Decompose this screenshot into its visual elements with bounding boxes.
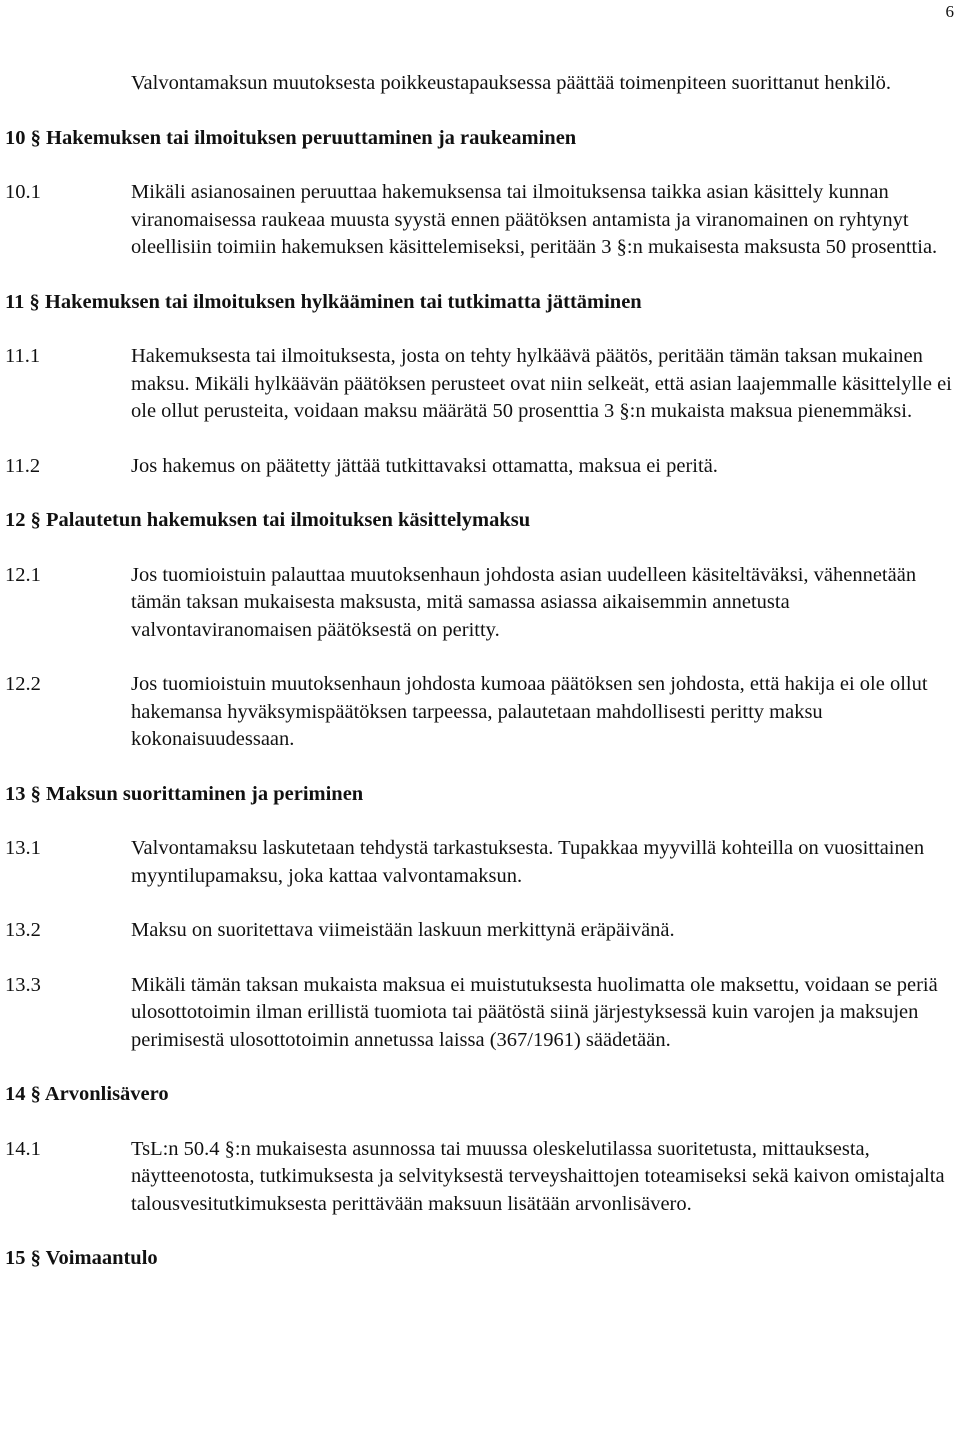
section-13 [5, 781, 955, 1055]
clause-item [5, 1136, 955, 1219]
clause-text: Jos tuomioistuin muutoksenhaun johdosta kumoaa päätöksen sen johdosta, että hakija ei ole ollut hakemansa hyväksymispäätöksen tarpeessa, palautetaan mahdollisesti peritty maksu kokonaisuudessaan. [131, 673, 928, 750]
clause-item [5, 179, 955, 262]
clause-item [5, 343, 955, 426]
clause-number: 13.2 [5, 919, 41, 941]
section-heading: 13 § Maksun suorittaminen ja periminen [5, 782, 364, 805]
clause-item [5, 835, 955, 890]
clause-number: 11.1 [5, 345, 41, 367]
section-heading: 14 § Arvonlisävero [5, 1083, 169, 1105]
section-11 [5, 289, 955, 481]
clause-item [5, 972, 955, 1055]
clause-item [5, 917, 955, 945]
document-body [5, 70, 955, 1300]
page-number: 6 [945, 2, 954, 21]
section-heading: 12 § Palautetun hakemuksen tai ilmoituksen käsittelymaksu [5, 509, 531, 531]
clause-number: 13.1 [5, 837, 41, 859]
clause-item [5, 453, 955, 481]
section-14 [5, 1081, 955, 1218]
clause-number: 12.2 [5, 673, 41, 695]
clause-item [5, 671, 955, 754]
clause-text: Jos hakemus on päätetty jättää tutkittavaksi ottamatta, maksua ei peritä. [131, 454, 718, 477]
section-10 [5, 125, 955, 262]
clause-number: 11.2 [5, 454, 41, 477]
section-12 [5, 507, 955, 754]
section-heading: 11 § Hakemuksen tai ilmoituksen hylkääminen tai tutkimatta jättäminen [5, 290, 642, 313]
clause-text: Mikäli tämän taksan mukaista maksua ei muistutuksesta huolimatta ole maksettu, voidaan se periä ulosottotoimin ilman erillistä tuomiota tai päätöstä siinä järjestyksessä kuin varojen ja maksujen perimisestä ulosottotoimin annetussa laissa (367/1961) säädetään. [131, 973, 938, 1051]
section-15 [5, 1245, 955, 1273]
clause-text: Mikäli asianosainen peruuttaa hakemuksensa tai ilmoituksensa taikka asian käsittely kunnan viranomaisessa raukeaa muusta syystä ennen päätöksen antamista ja viranomainen on ryhtynyt oleellisiin toimiin hakemuksen käsittelemiseksi, peritään 3 §:n mukaisesta maksusta 50 prosenttia. [131, 181, 938, 258]
clause-text: Hakemuksesta tai ilmoituksesta, josta on tehty hylkäävä päätös, peritään tämän taksan mukainen maksu. Mikäli hylkäävän päätöksen perusteet ovat niin selkeät, että asian laajemmalle käsittelylle ei ole ollut perusteita, voidaan maksu määrätä 50 prosenttia 3 §:n mukaista maksua pienemmäksi. [131, 345, 952, 422]
clause-number: 10.1 [5, 181, 41, 203]
clause-text: Jos tuomioistuin palauttaa muutoksenhaun johdosta asian uudelleen käsiteltäväksi, vähennetään tämän taksan mukaisesta maksusta, mitä samassa asiassa aikaisemmin annetusta valvontaviranomaisen päätöksestä on peritty. [131, 563, 917, 641]
clause-number: 14.1 [5, 1137, 41, 1160]
clause-number: 13.3 [5, 973, 41, 996]
clause-number: 12.1 [5, 563, 41, 586]
clause-text: TsL:n 50.4 §:n mukaisesta asunnossa tai muussa oleskelutilassa suoritetusta, mittauksesta, näytteenotosta, tutkimuksesta ja selvityksestä terveyshaittojen toteamiseksi sekä kaivon omistajalta talousvesitutkimuksesta perittävään maksuun lisätään arvonlisävero. [131, 1137, 945, 1215]
section-heading: 10 § Hakemuksen tai ilmoituksen peruuttaminen ja raukeaminen [5, 126, 577, 149]
section-heading: 15 § Voimaantulo [5, 1247, 158, 1269]
clause-item [5, 562, 955, 645]
clause-text: Valvontamaksu laskutetaan tehdystä tarkastuksesta. Tupakkaa myyvillä kohteilla on vuosittainen myyntilupamaksu, joka kattaa valvontamaksun. [131, 837, 925, 887]
clause-text: Maksu on suoritettava viimeistään laskuun merkittynä eräpäivänä. [131, 919, 675, 941]
intro-paragraph: Valvontamaksun muutoksesta poikkeustapauksessa päättää toimenpiteen suorittanut henkilö. [131, 72, 892, 94]
